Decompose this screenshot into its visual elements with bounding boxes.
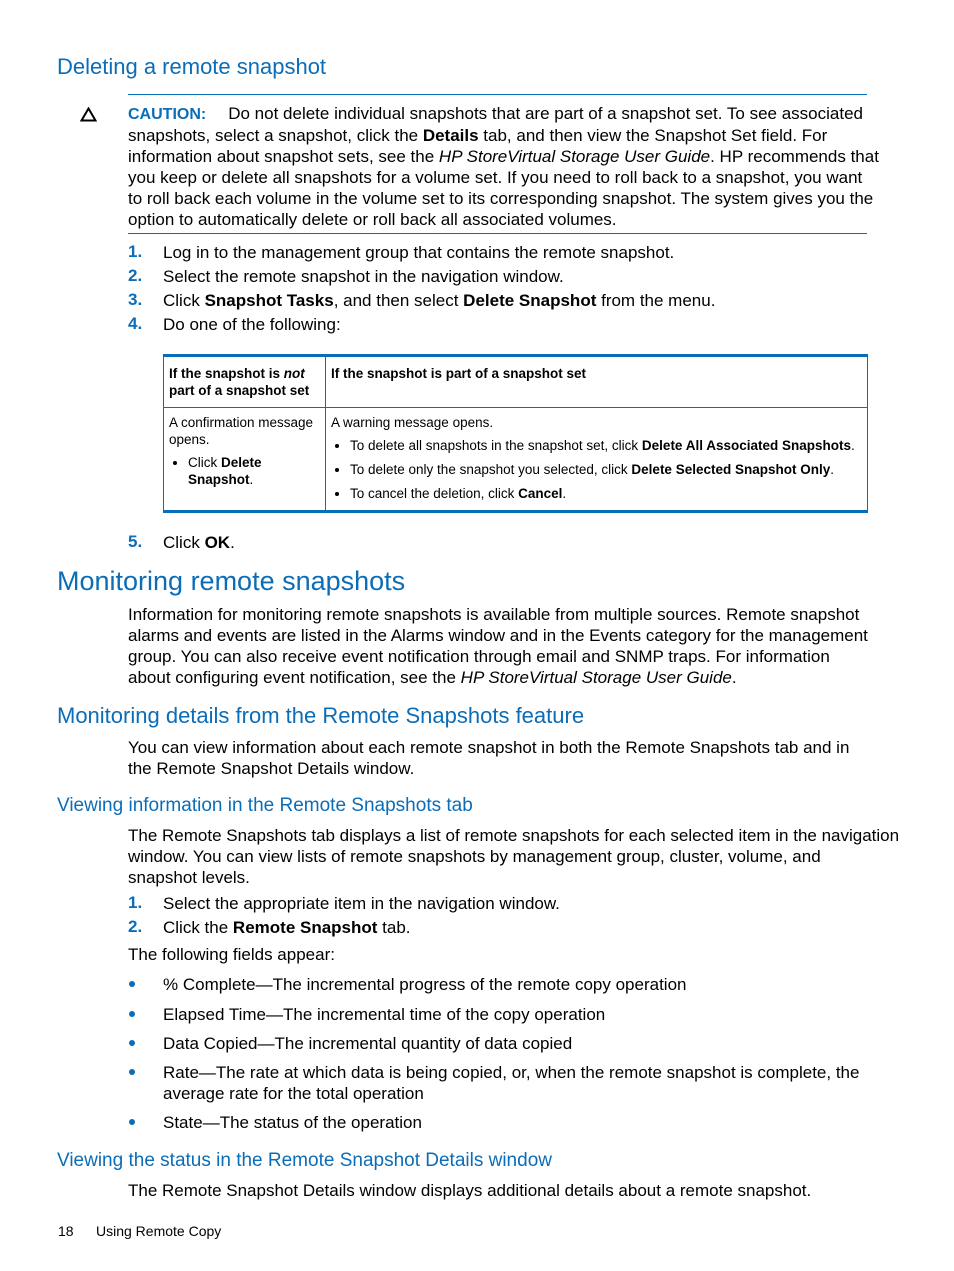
list-item-pre: Click — [188, 455, 221, 470]
caution-guide-title: HP StoreVirtual Storage User Guide — [438, 147, 711, 166]
step-number: 1. — [128, 893, 143, 912]
paragraph-line: window. You can view lists of remote snapshots by management group, cluster, volume, and — [128, 847, 821, 866]
step-text: Select the remote snapshot in the navigation window. — [163, 267, 564, 286]
list-item — [350, 485, 862, 502]
step-text — [163, 290, 715, 311]
table-cell-not-in-set — [164, 408, 326, 512]
paragraph-line: You can view information about each remote snapshot in both the Remote Snapshots tab and in — [128, 738, 850, 757]
bullet-icon — [129, 1069, 135, 1075]
list-item — [350, 437, 862, 454]
fields-intro: The following fields appear: — [128, 945, 335, 964]
guide-title: HP StoreVirtual Storage User Guide — [460, 668, 732, 687]
caution-line-3-pre: information about snapshot sets, see the — [128, 147, 439, 166]
caution-details-term: Details — [422, 126, 479, 145]
field-item: Data Copied—The incremental quantity of data copied — [163, 1034, 573, 1053]
status-paragraph: The Remote Snapshot Details window displays additional details about a remote snapshot. — [128, 1181, 812, 1200]
header-emphasis: not — [283, 366, 305, 381]
paragraph-line: group. You can also receive event notification through email and SNMP traps. For information — [128, 647, 830, 666]
header-text: If the snapshot is — [169, 366, 284, 381]
cell-list — [331, 437, 862, 502]
field-item: State—The status of the operation — [163, 1113, 422, 1132]
delete-snapshot-term: Delete Snapshot — [463, 291, 597, 310]
list-item — [188, 454, 320, 488]
caution-label: CAUTION: — [128, 106, 207, 123]
paragraph-line: the Remote Snapshot Details window. — [128, 759, 415, 778]
list-item-post: . — [249, 472, 254, 487]
caution-icon — [80, 107, 97, 122]
bullet-icon — [129, 1040, 135, 1046]
caution-line-2-post: tab, and then view the Snapshot Set field. For — [478, 126, 828, 145]
caution-line-4: you keep or delete all snapshots for a volume set. If you need to roll back to a snapshot, you want — [128, 168, 863, 187]
step-text: Log in to the management group that contains the remote snapshot. — [163, 243, 675, 262]
list-item-term: Cancel — [518, 486, 563, 501]
details-paragraph — [128, 737, 873, 779]
cell-text: A confirmation message opens. — [169, 415, 314, 447]
step-number: 2. — [128, 266, 143, 285]
list-item-term: Delete All Associated Snapshots — [641, 438, 851, 453]
list-item-pre: To delete all snapshots in the snapshot set, click — [350, 438, 642, 453]
step-number: 2. — [128, 917, 143, 936]
bullet-icon — [129, 1119, 135, 1125]
table-row — [164, 408, 868, 512]
step-text: Select the appropriate item in the navigation window. — [163, 894, 560, 913]
section-heading-monitoring: Monitoring remote snapshots — [57, 566, 406, 596]
paragraph-line: Information for monitoring remote snapshots is available from multiple sources. Remote snapshot — [128, 605, 860, 624]
caution-line-3-post: . HP recommends that — [710, 147, 879, 166]
field-item: Elapsed Time—The incremental time of the copy operation — [163, 1005, 606, 1024]
step-number: 1. — [128, 242, 143, 261]
table-header-in-set: If the snapshot is part of a snapshot set — [326, 356, 868, 408]
section-heading-details: Monitoring details from the Remote Snapshots feature — [57, 703, 585, 728]
step-text-post: . — [230, 533, 235, 552]
list-item-post: . — [830, 462, 834, 477]
paragraph-line-post: . — [731, 668, 737, 687]
bullet-icon — [129, 1011, 135, 1017]
list-item-term: Delete Snapshot — [188, 455, 262, 487]
step-text-post: tab. — [377, 918, 411, 937]
table-cell-in-set — [326, 408, 868, 512]
bullet-icon — [129, 981, 135, 987]
step-text: Do one of the following: — [163, 315, 341, 334]
cell-text: A warning message opens. — [331, 415, 494, 430]
caution-line-6: option to automatically delete or roll back all associated volumes. — [128, 210, 617, 229]
ok-term: OK — [204, 533, 231, 552]
table-header-row — [164, 356, 868, 408]
caution-line-2-pre: snapshots, select a snapshot, click the — [128, 126, 423, 145]
paragraph-line: The Remote Snapshots tab displays a list of remote snapshots for each selected item in the navigation — [128, 826, 900, 845]
step-number: 3. — [128, 290, 143, 309]
step-text-post: from the menu. — [596, 291, 716, 310]
paragraph-line: snapshot levels. — [128, 868, 250, 887]
remote-snapshot-term: Remote Snapshot — [232, 918, 378, 937]
list-item-post: . — [850, 438, 855, 453]
step-text — [163, 532, 235, 553]
field-item-continuation: average rate for the total operation — [163, 1084, 424, 1103]
step-text-mid: , and then select — [333, 291, 464, 310]
caution-top-rule — [128, 94, 867, 95]
step-text-pre: Click — [163, 291, 205, 310]
list-item-pre: To cancel the deletion, click — [350, 486, 519, 501]
field-item: Rate—The rate at which data is being copied, or, when the remote snapshot is complete, the — [163, 1063, 860, 1082]
step-number: 5. — [128, 532, 143, 551]
caution-block — [128, 103, 879, 230]
paragraph-line: alarms and events are listed in the Alarms window and in the Events category for the management — [128, 626, 868, 645]
snapshot-tasks-term: Snapshot Tasks — [204, 291, 334, 310]
step-text-pre: Click — [163, 533, 205, 552]
page-number: 18 — [58, 1223, 74, 1239]
list-item-post: . — [562, 486, 567, 501]
section-heading-delete: Deleting a remote snapshot — [57, 54, 327, 79]
section-heading-viewing-status: Viewing the status in the Remote Snapshot Details window — [57, 1150, 552, 1171]
section-heading-viewing-tab: Viewing information in the Remote Snapshots tab — [57, 795, 473, 816]
step-text-pre: Click the — [163, 918, 233, 937]
paragraph-line-pre: about configuring event notification, see the — [128, 668, 461, 687]
cell-list — [169, 454, 320, 488]
header-text: part of a snapshot set — [169, 383, 310, 398]
list-item — [350, 461, 862, 478]
caution-bottom-rule — [128, 233, 867, 234]
list-item-term: Delete Selected Snapshot Only — [631, 462, 831, 477]
caution-line-5: to roll back each volume in the volume set to its corresponding snapshot. The system gives you the — [128, 189, 874, 208]
field-item: % Complete—The incremental progress of the remote copy operation — [163, 975, 687, 994]
tab-paragraph — [128, 825, 900, 888]
caution-line-1: Do not delete individual snapshots that are part of a snapshot set. To see associated — [228, 104, 863, 123]
footer-section-title: Using Remote Copy — [96, 1223, 222, 1239]
list-item-pre: To delete only the snapshot you selected, click — [350, 462, 632, 477]
step-text — [163, 917, 411, 938]
step-number: 4. — [128, 314, 143, 333]
table-header-not-in-set — [164, 356, 326, 408]
delete-options-table — [163, 354, 868, 513]
monitoring-paragraph — [128, 604, 873, 688]
